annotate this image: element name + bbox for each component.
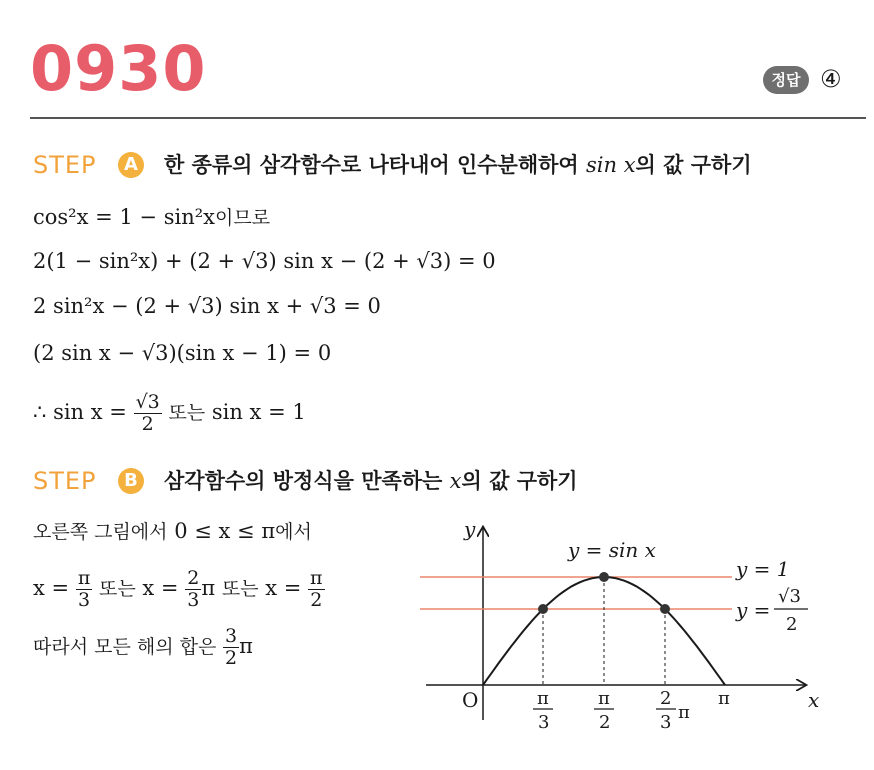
- step-a-line-3: 2 sin²x − (2 + √3) sin x + √3 = 0: [33, 294, 381, 318]
- max-point-pi-2: [599, 572, 609, 582]
- intersection-point-2pi-3: [660, 604, 670, 614]
- y-axis-label: y: [464, 517, 476, 541]
- tick-pi-3-num: π: [537, 688, 549, 709]
- x-equals-2: x =: [142, 576, 179, 600]
- step-a-line-5-lhs: sin x =: [53, 400, 127, 424]
- step-b-line-1-prefix: 오른쪽 그림에서: [33, 521, 168, 543]
- tick-pi-2-num: π: [598, 688, 610, 709]
- tick-2pi-3-num: 2: [660, 688, 672, 709]
- fraction-3-over-2: [223, 626, 239, 669]
- step-a-line-1: [33, 202, 270, 233]
- step-b-label: STEP: [33, 467, 97, 495]
- pi-symbol: π: [239, 634, 253, 658]
- step-b-title-math: x: [449, 469, 462, 493]
- origin-label: O: [462, 688, 479, 712]
- step-a-label: STEP: [33, 151, 97, 179]
- intersection-point-pi-3: [538, 604, 548, 614]
- tick-pi-3-den: 3: [538, 712, 550, 733]
- fraction-numerator: π: [77, 567, 91, 589]
- step-b-line-2-or-2: 또는: [221, 578, 259, 600]
- step-a-title-math: sin x: [586, 153, 636, 177]
- x-equals-3: x =: [265, 576, 302, 600]
- fraction-pi-over-3: [76, 568, 93, 611]
- answer-label-badge: 정답: [763, 66, 809, 94]
- therefore-symbol: ∴: [33, 400, 47, 424]
- step-b-line-3-prefix: 따라서 모든 해의 합은: [33, 636, 217, 658]
- x-axis-label: x: [808, 688, 820, 712]
- fraction-numerator: π: [310, 567, 323, 589]
- fraction-numerator: √3: [135, 391, 160, 413]
- fraction-denominator: 2: [141, 413, 154, 435]
- line-y-root3-num: √3: [778, 586, 801, 607]
- tick-pi-2-den: 2: [599, 712, 611, 733]
- step-a-line-5-rhs: sin x = 1: [211, 400, 306, 424]
- curve-label: y = sin x: [568, 538, 656, 562]
- fraction-pi-over-2: [308, 568, 325, 611]
- problem-number: 0930: [30, 32, 207, 105]
- step-a-title-text: 한 종류의 삼각함수로 나타내어 인수분해하여: [164, 153, 579, 177]
- fraction-denominator: 3: [187, 589, 200, 611]
- step-b-line-2: [33, 568, 325, 611]
- step-b-line-3: [33, 626, 253, 669]
- sine-graph: [420, 510, 840, 760]
- tick-2pi-3-pi: π: [678, 702, 690, 723]
- step-b-badge: B: [118, 468, 144, 494]
- step-a-badge: A: [118, 152, 144, 178]
- tick-2pi-3-den: 3: [660, 712, 672, 733]
- step-a-title-suffix: 의 값 구하기: [635, 153, 752, 177]
- fraction-numerator: 2: [187, 567, 200, 589]
- step-b-title-text: 삼각함수의 방정식을 만족하는: [164, 469, 443, 493]
- step-b-line-1: [33, 516, 312, 547]
- x-equals-1: x =: [33, 576, 70, 600]
- step-a-line-5: [33, 392, 306, 435]
- step-a-line-1-suffix: 이므로: [214, 207, 271, 229]
- header-divider: [30, 117, 866, 119]
- answer-value: ④: [820, 65, 842, 93]
- fraction-numerator: 3: [225, 625, 238, 647]
- step-a-title: [164, 150, 752, 180]
- fraction-denominator: 2: [310, 589, 323, 611]
- step-b-line-1-suffix: 에서: [275, 521, 312, 543]
- fraction-root3-over-2: [134, 392, 162, 435]
- line-y-root3-den: 2: [786, 614, 798, 635]
- line-y-1-label: y = 1: [736, 557, 790, 581]
- fraction-denominator: 3: [78, 589, 91, 611]
- step-a-line-2: 2(1 − sin²x) + (2 + √3) sin x − (2 + √3) = 0: [33, 249, 496, 273]
- step-a-line-1-eq: cos²x = 1 − sin²x: [33, 205, 215, 229]
- step-a-line-5-or: 또는: [168, 402, 206, 424]
- fraction-2-over-3: [185, 568, 201, 611]
- step-a-line-4: (2 sin x − √3)(sin x − 1) = 0: [33, 341, 332, 365]
- step-b-title: [164, 466, 578, 496]
- step-b-title-suffix: 의 값 구하기: [461, 469, 578, 493]
- pi-symbol: π: [201, 576, 216, 600]
- step-b-line-1-math: 0 ≤ x ≤ π: [174, 519, 276, 543]
- tick-pi: π: [718, 688, 730, 709]
- step-b-line-2-or-1: 또는: [99, 578, 136, 600]
- line-y-root3-prefix: y =: [736, 598, 771, 622]
- fraction-denominator: 2: [225, 647, 238, 669]
